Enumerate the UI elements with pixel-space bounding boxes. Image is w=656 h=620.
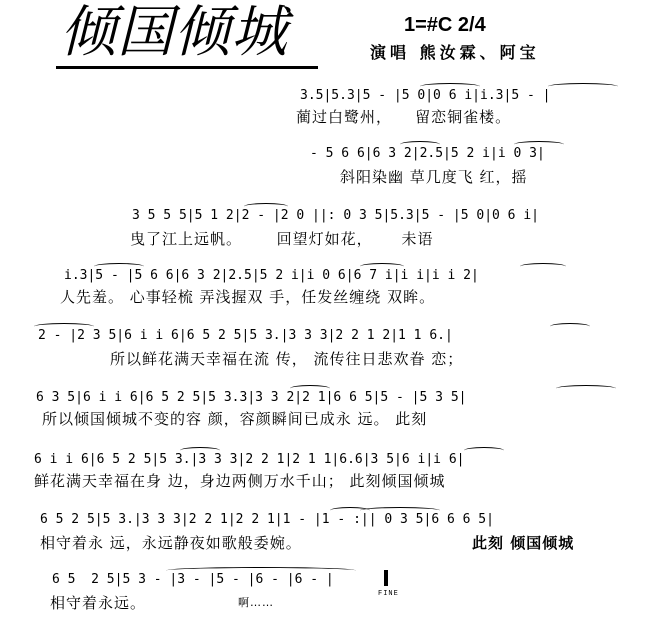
lyric-row-9-tail: 啊……	[238, 596, 274, 609]
notation-row-1: 3.5|5.3|5 - |5 0|0 6 i|i.3|5 - |	[300, 88, 551, 103]
tie-mark	[420, 83, 480, 90]
lyric-row-5: 所以鲜花满天幸福在流 传， 流传往日悲欢眷 恋；	[110, 350, 464, 368]
lyric-row-4: 人先羞。 心事轻梳 弄浅握双 手，任发丝缠绕 双眸。	[60, 288, 436, 306]
lyric-row-8-tail: 此刻 倾国倾城	[472, 534, 575, 552]
notation-row-7: 6 i i 6|6 5 2 5|5 3.|3 3 3|2 2 1|2 1 1|6.6|3 5|6 i|i 6|	[34, 452, 465, 467]
notation-row-2: - 5 6 6|6 3 2|2.5|5 2 i|i 0 3|	[310, 146, 545, 161]
notation-row-5: 2 - |2 3 5|6 i i 6|6 5 2 5|5 3.|3 3 3|2 2 1 2|1 1 6.|	[38, 328, 453, 343]
lyric-row-7: 鲜花满天幸福在身 边，身边两侧万水千山； 此刻倾国倾城	[34, 472, 446, 490]
tie-mark	[360, 507, 440, 514]
lyric-row-9: 相守着永远。	[50, 594, 147, 612]
tie-mark	[556, 385, 616, 392]
tie-mark	[94, 263, 144, 270]
tie-mark	[360, 263, 404, 270]
tie-mark	[548, 83, 618, 90]
tie-mark	[244, 203, 288, 210]
title-underline	[56, 66, 318, 69]
tie-mark	[520, 263, 566, 270]
lyric-row-3: 曳了江上远帆。 回望灯如花， 未语	[130, 230, 434, 248]
tie-mark	[400, 141, 440, 148]
end-barline	[384, 570, 388, 586]
tie-mark	[514, 141, 564, 148]
notation-row-6: 6 3 5|6 i i 6|6 5 2 5|5 3.3|3 3 2|2 1|6 6 5|5 - |5 3 5|	[36, 390, 467, 405]
key-signature: 1=#C 2/4	[404, 14, 486, 36]
tie-mark	[464, 447, 504, 454]
lyric-row-8: 相守着永 远，永远静夜如歌般委婉。	[40, 534, 302, 552]
tie-mark	[290, 385, 330, 392]
tie-mark	[550, 323, 590, 330]
tie-mark	[34, 323, 94, 330]
notation-row-8: 6 5 2 5|5 3.|3 3 3|2 2 1|2 2 1|1 - |1 - :|| 0 3 5|6 6 6 5|	[40, 512, 494, 527]
notation-row-4: i.3|5 - |5 6 6|6 3 2|2.5|5 2 i|i 0 6|6 7 i|i i|i i 2|	[64, 268, 479, 283]
lyric-row-2: 斜阳染幽 草几度飞 红，摇	[340, 168, 528, 186]
tie-mark	[166, 567, 356, 574]
lyric-row-6: 所以倾国倾城不变的容 颜，容颜瞬间已成永 远。 此刻	[42, 410, 428, 428]
song-title: 倾国倾城	[60, 0, 288, 65]
credits: 演唱 熊汝霖、阿宝	[370, 43, 540, 62]
tie-mark	[180, 447, 220, 454]
notation-row-3: 3 5 5 5|5 1 2|2 - |2 0 ||: 0 3 5|5.3|5 - |5 0|0 6 i|	[132, 208, 539, 223]
fine-mark: FINE	[378, 590, 399, 598]
lyric-row-1: 蔺过白鹭州， 留恋铜雀楼。	[296, 108, 512, 126]
notation-row-9: 6 5 2 5|5 3 - |3 - |5 - |6 - |6 - |	[52, 572, 334, 587]
